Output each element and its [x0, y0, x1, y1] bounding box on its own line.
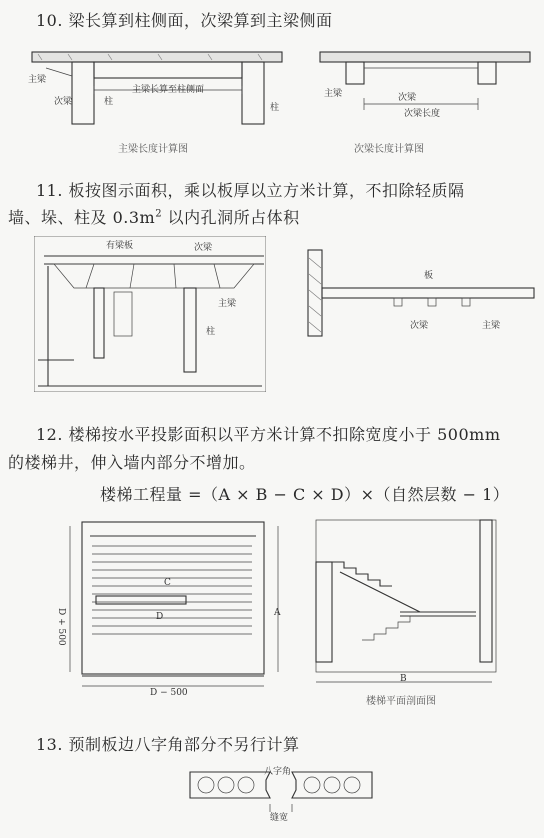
label-c: C: [164, 578, 171, 588]
figure-hollow-slab-bevel: [186, 764, 376, 824]
label-secondary-beam-2: 次梁: [398, 93, 417, 103]
label-column-right: 柱: [270, 103, 280, 113]
section-12-line-2: 的楼梯井，伸入墙内部分不增加。: [8, 453, 256, 472]
label-d: D: [156, 612, 164, 622]
label-a: A: [274, 608, 281, 618]
label-slab: 板: [424, 271, 434, 281]
figure-ribbed-slab-section: [306, 244, 536, 340]
section-11-line-1: 11. 板按图示面积，乘以板厚以立方米计算，不扣除轻质隔: [36, 181, 465, 200]
label-width-bottom: D − 500: [150, 688, 188, 698]
section-13-heading: 13. 预制板边八字角部分不另行计算: [36, 735, 300, 754]
figure-stair-section: [300, 516, 504, 696]
section-11-superscript: 2: [155, 208, 163, 220]
label-ribbed-slab: 有梁板: [106, 241, 134, 251]
caption-stair-section: 楼梯平面剖面图: [366, 696, 436, 707]
section-11-text-b: 以内孔洞所占体积: [162, 208, 300, 227]
label-secondary-beam-4: 次梁: [410, 321, 429, 331]
section-12-line-1: 12. 楼梯按水平投影面积以平方米计算不扣除宽度小于 500mm: [36, 425, 501, 444]
label-main-beam-4: 主梁: [482, 321, 501, 331]
label-main-beam-2: 主梁: [324, 89, 343, 99]
label-bevel: 八字角: [264, 767, 292, 777]
label-column-left: 柱: [104, 97, 114, 107]
stair-quantity-formula: 楼梯工程量 =（A × B − C × D）×（自然层数 − 1）: [100, 485, 510, 504]
label-beam-length: 主梁长算至柱侧面: [132, 85, 205, 95]
label-gap: 缝宽: [270, 813, 289, 823]
label-width-side: D + 500: [56, 608, 66, 646]
section-11-text-a: 墙、垛、柱及 0.3m: [8, 208, 156, 227]
caption-secondary-beam-figure: 次梁长度计算图: [354, 144, 424, 155]
label-main-beam-3: 主梁: [218, 299, 237, 309]
section-10-heading: 10. 梁长算到柱侧面，次梁算到主梁侧面: [36, 11, 333, 30]
figure-main-beam-length: [28, 34, 288, 126]
caption-main-beam-figure: 主梁长度计算图: [118, 144, 188, 155]
figure-stair-plan: [56, 516, 292, 702]
label-main-beam: 主梁: [28, 75, 47, 85]
label-b: B: [400, 674, 407, 684]
label-secondary-beam-3: 次梁: [194, 243, 213, 253]
label-column-3: 柱: [206, 327, 216, 337]
figure-ribbed-slab-perspective: [34, 236, 266, 392]
label-secondary-beam-length: 次梁长度: [404, 109, 441, 119]
section-11-line-2: [8, 205, 544, 228]
label-secondary-beam: 次梁: [54, 97, 73, 107]
figure-secondary-beam-length: [318, 46, 532, 126]
